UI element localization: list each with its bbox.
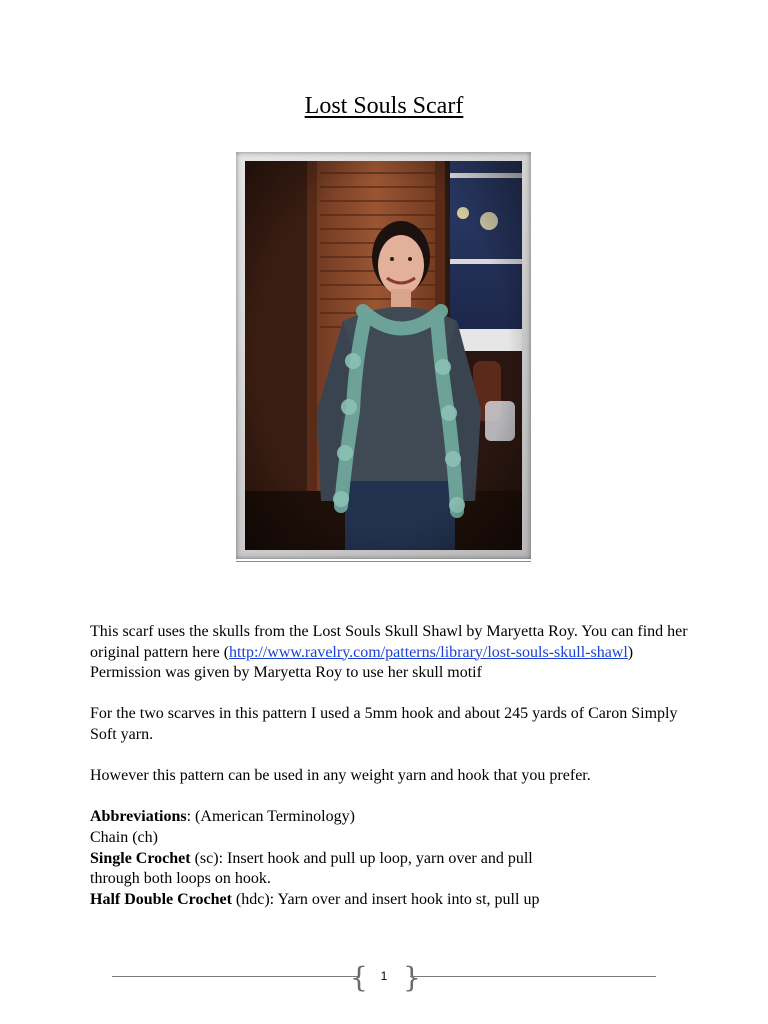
scarf-photo-illustration	[245, 161, 522, 550]
materials-paragraph: For the two scarves in this pattern I used a 5mm hook and about 245 yards of Caron Simply Soft yarn.	[90, 705, 678, 743]
intro-paragraph: This scarf uses the skulls from the Lost Souls Skull Shawl by Maryetta Roy. You can find her original pattern here (http://www.ravelry.com/patterns/library/lost-souls-skull-shawl) Permission was given by Maryetta Roy to use her skull motif	[90, 623, 688, 682]
photo-frame	[236, 152, 531, 559]
abbreviation-single-crochet: Single Crochet (sc): Insert hook and pull up loop, yarn over and pull through both loops on hook.	[90, 849, 533, 888]
right-brace-icon: }	[403, 961, 421, 994]
abbreviations-heading: Abbreviations	[90, 808, 187, 826]
scarf-photo	[245, 161, 522, 550]
footer-rule-right	[410, 976, 656, 977]
body-text	[90, 622, 690, 910]
flexibility-paragraph: However this pattern can be used in any weight yarn and hook that you prefer.	[90, 767, 591, 785]
abbreviations-heading-line: Abbreviations: (American Terminology)	[90, 808, 355, 826]
left-brace-icon: {	[350, 961, 368, 994]
footer-rule-left	[112, 976, 358, 977]
page-number: 1	[380, 969, 388, 983]
abbreviation-half-double-crochet: Half Double Crochet (hdc): Yarn over and insert hook into st, pull up	[90, 890, 540, 908]
abbreviation-chain: Chain (ch)	[90, 828, 158, 846]
page-title: Lost Souls Scarf	[304, 93, 464, 119]
photo-caption-rule	[236, 561, 531, 562]
ravelry-pattern-link[interactable]: http://www.ravelry.com/patterns/library/lost-souls-skull-shawl	[229, 643, 628, 661]
